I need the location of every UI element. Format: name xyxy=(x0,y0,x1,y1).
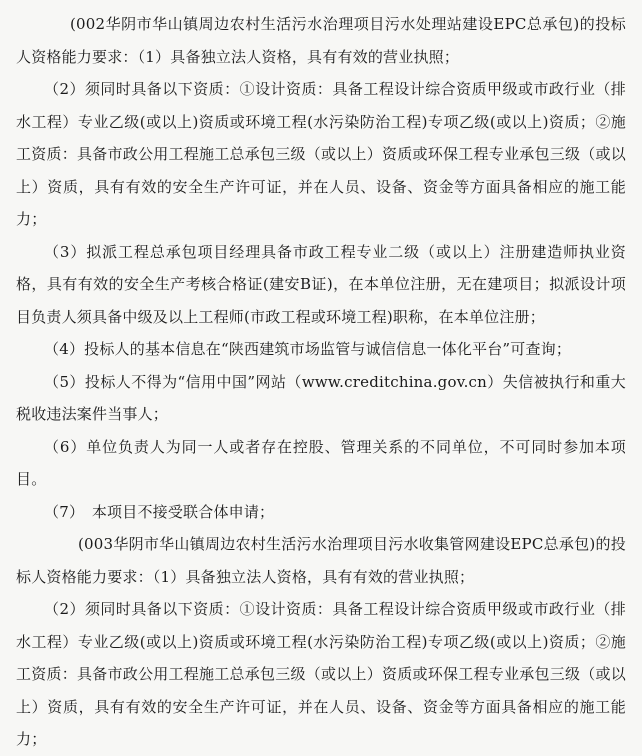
section-002-item-4: （4）投标人的基本信息在“陕西建筑市场监管与诚信信息一体化平台”可查询； xyxy=(44,340,572,358)
section-003-item-2: （2）须同时具备以下资质：①设计资质：具备工程设计综合资质甲级或市政行业（排水工程）专业乙级(或以上)资质或环境工程(水污染防治工程)专项乙级(或以上)资质；②施工资质：具备市政公用工程施工总承包三级（或以上）资质或环保工程专业承包三级（或以上）资质，具有有效的安全生产许可证，并在人员、设备、资金等方面具备相应的施工能力； xyxy=(16,600,626,748)
section-002-item-5: （5）投标人不得为“信用中国”网站（www.creditchina.gov.cn）失信被执行和重大税收违法案件当事人； xyxy=(16,372,626,423)
section-002-item-6: （6）单位负责人为同一人或者存在控股、管理关系的不同单位，不可同时参加本项目。 xyxy=(16,437,626,488)
section-002-item-7: （7） 本项目不接受联合体申请； xyxy=(44,502,275,521)
section-002-header: (002华阴市华山镇周边农村生活污水治理项目污水处理站建设EPC总承包)的投标人资格能力要求：（1）具备独立法人资格，具有有效的营业执照； xyxy=(16,15,626,66)
section-002-item-3: （3）拟派工程总承包项目经理具备市政工程专业二级（或以上）注册建造师执业资格，具有有效的安全生产考核合格证(建安B证)，在本单位注册，无在建项目；拟派设计项目负责人须具备中级及以上工程师(市政工程或环境工程)职称，在本单位注册； xyxy=(16,242,626,326)
section-002-item-2: （2）须同时具备以下资质：①设计资质：具备工程设计综合资质甲级或市政行业（排水工程）专业乙级(或以上)资质或环境工程(水污染防治工程)专项乙级(或以上)资质；②施工资质：具备市政公用工程施工总承包三级（或以上）资质或环保工程专业承包三级（或以上）资质，具有有效的安全生产许可证，并在人员、设备、资金等方面具备相应的施工能力； xyxy=(16,80,626,228)
section-003-header: (003华阴市华山镇周边农村生活污水治理项目污水收集管网建设EPC总承包)的投标人资格能力要求：（1）具备独立法人资格，具有有效的营业执照； xyxy=(16,535,626,586)
